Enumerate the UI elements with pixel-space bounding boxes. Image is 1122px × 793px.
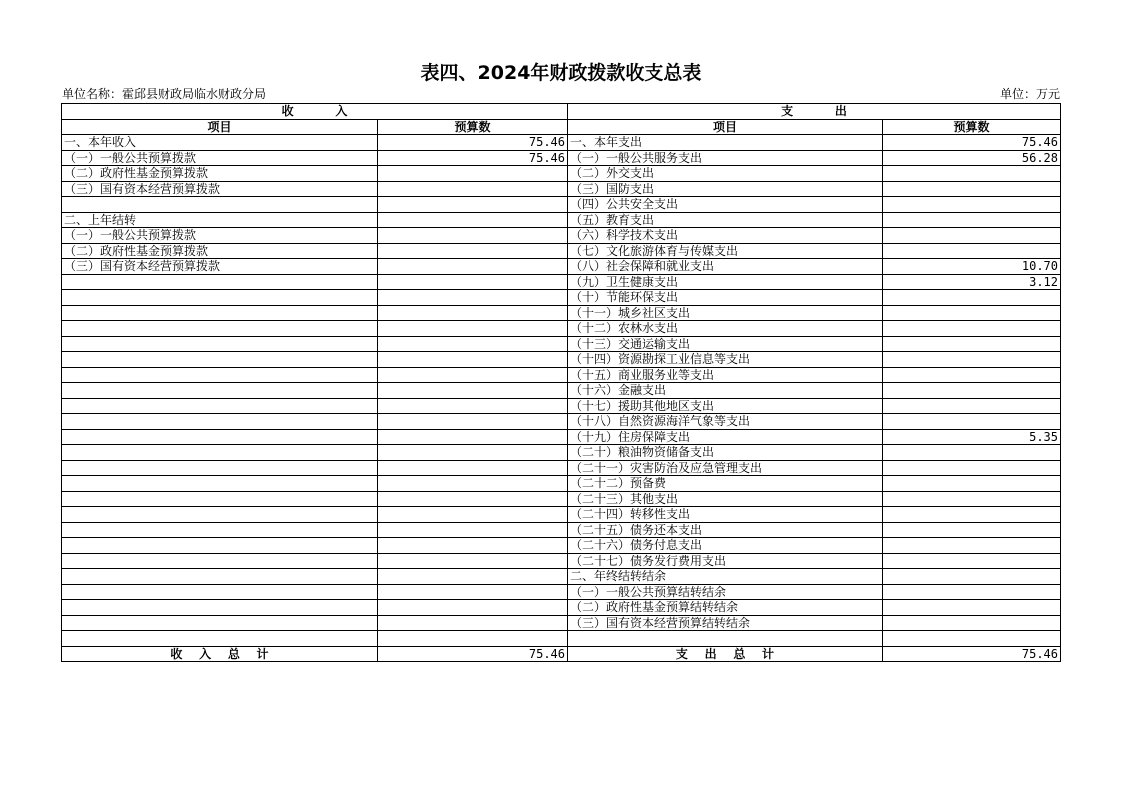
income-value-cell (378, 243, 568, 259)
table-row (62, 181, 1061, 197)
expense-value-cell (883, 522, 1061, 538)
table-row (62, 584, 1061, 600)
expense-value-cell (883, 290, 1061, 306)
table-row (62, 321, 1061, 337)
table-row (62, 150, 1061, 166)
income-value-cell (378, 491, 568, 507)
income-value-cell: 75.46 (378, 150, 568, 166)
table-row (62, 305, 1061, 321)
income-item-cell (62, 600, 378, 616)
expense-section-header: 支 出 (568, 104, 1061, 120)
expense-item-cell: （十）节能环保支出 (568, 290, 883, 306)
expense-value-cell: 10.70 (883, 259, 1061, 275)
expense-value-cell (883, 414, 1061, 430)
income-item-cell (62, 414, 378, 430)
expense-value-cell: 3.12 (883, 274, 1061, 290)
income-value-cell (378, 228, 568, 244)
income-item-cell (62, 336, 378, 352)
income-value-cell (378, 429, 568, 445)
table-row (62, 429, 1061, 445)
expense-item-cell: （二）政府性基金预算结转结余 (568, 600, 883, 616)
income-total-label: 收 入 总 计 (62, 646, 378, 662)
income-value-cell (378, 259, 568, 275)
income-value-cell (378, 414, 568, 430)
expense-item-cell: （十一）城乡社区支出 (568, 305, 883, 321)
expense-value-cell (883, 321, 1061, 337)
expense-item-cell: （一）一般公共预算结转结余 (568, 584, 883, 600)
income-item-cell (62, 615, 378, 631)
income-item-cell (62, 476, 378, 492)
income-item-cell (62, 305, 378, 321)
expense-value-cell (883, 352, 1061, 368)
income-item-cell: （一）一般公共预算拨款 (62, 228, 378, 244)
expense-item-cell (568, 631, 883, 647)
income-value-cell: 75.46 (378, 135, 568, 151)
totals-row (62, 646, 1061, 662)
expense-item-cell: （十八）自然资源海洋气象等支出 (568, 414, 883, 430)
income-value-cell (378, 305, 568, 321)
expense-value-cell (883, 367, 1061, 383)
expense-item-cell: （十三）交通运输支出 (568, 336, 883, 352)
table-row (62, 367, 1061, 383)
table-row (62, 398, 1061, 414)
table-row (62, 615, 1061, 631)
income-item-cell (62, 352, 378, 368)
expense-value-cell (883, 305, 1061, 321)
income-item-cell (62, 507, 378, 523)
income-value-cell (378, 538, 568, 554)
income-item-cell (62, 429, 378, 445)
income-item-cell (62, 367, 378, 383)
income-value-cell (378, 507, 568, 523)
income-value-cell (378, 584, 568, 600)
expense-item-cell: （十七）援助其他地区支出 (568, 398, 883, 414)
income-item-cell (62, 197, 378, 213)
expense-value-cell: 56.28 (883, 150, 1061, 166)
table-row (62, 243, 1061, 259)
unit-name: 单位名称：霍邱县财政局临水财政分局 (62, 87, 267, 101)
expense-value-cell: 75.46 (883, 135, 1061, 151)
table-row (62, 522, 1061, 538)
income-value-cell (378, 631, 568, 647)
income-item-cell: （二）政府性基金预算拨款 (62, 166, 378, 182)
expense-item-cell: （二）外交支出 (568, 166, 883, 182)
expense-value-cell (883, 538, 1061, 554)
income-item-cell: （二）政府性基金预算拨款 (62, 243, 378, 259)
expense-item-cell: （三）国有资本经营预算结转结余 (568, 615, 883, 631)
income-value-cell (378, 336, 568, 352)
income-value-cell (378, 212, 568, 228)
expense-item-cell: （二十）粮油物资储备支出 (568, 445, 883, 461)
income-value-cell (378, 367, 568, 383)
expense-value-cell (883, 600, 1061, 616)
expense-item-cell: （五）教育支出 (568, 212, 883, 228)
expense-item-cell: （十九）住房保障支出 (568, 429, 883, 445)
expense-item-cell: （三）国防支出 (568, 181, 883, 197)
expense-item-header: 项目 (568, 119, 883, 135)
table-row (62, 336, 1061, 352)
income-value-cell (378, 398, 568, 414)
expense-value-cell (883, 445, 1061, 461)
expense-value-cell (883, 383, 1061, 399)
income-item-cell (62, 321, 378, 337)
finance-table (61, 103, 1061, 662)
expense-item-cell: （十五）商业服务业等支出 (568, 367, 883, 383)
income-item-cell (62, 290, 378, 306)
expense-value-cell (883, 553, 1061, 569)
income-item-cell (62, 569, 378, 585)
table-row (62, 631, 1061, 647)
table-row (62, 352, 1061, 368)
expense-value-cell (883, 491, 1061, 507)
income-item-cell: 二、上年结转 (62, 212, 378, 228)
table-row (62, 553, 1061, 569)
expense-value-cell (883, 181, 1061, 197)
income-item-cell (62, 584, 378, 600)
income-item-header: 项目 (62, 119, 378, 135)
income-value-cell (378, 445, 568, 461)
table-row (62, 445, 1061, 461)
income-item-cell (62, 538, 378, 554)
income-value-cell (378, 166, 568, 182)
expense-item-cell: （二十五）债务还本支出 (568, 522, 883, 538)
table-row (62, 383, 1061, 399)
expense-value-cell (883, 197, 1061, 213)
expense-item-cell: （七）文化旅游体育与传媒支出 (568, 243, 883, 259)
expense-value-cell (883, 228, 1061, 244)
income-budget-header: 预算数 (378, 119, 568, 135)
income-value-cell (378, 352, 568, 368)
income-value-cell (378, 290, 568, 306)
table-row (62, 538, 1061, 554)
table-row (62, 197, 1061, 213)
expense-item-cell: （四）公共安全支出 (568, 197, 883, 213)
expense-total-label: 支 出 总 计 (568, 646, 883, 662)
expense-value-cell (883, 212, 1061, 228)
income-value-cell (378, 321, 568, 337)
expense-item-cell: （二十一）灾害防治及应急管理支出 (568, 460, 883, 476)
income-item-cell (62, 445, 378, 461)
table-row (62, 476, 1061, 492)
expense-value-cell (883, 615, 1061, 631)
expense-item-cell: （六）科学技术支出 (568, 228, 883, 244)
expense-value-cell (883, 476, 1061, 492)
income-value-cell (378, 383, 568, 399)
expense-item-cell: 二、年终结转结余 (568, 569, 883, 585)
expense-value-cell (883, 460, 1061, 476)
table-row (62, 460, 1061, 476)
income-item-cell (62, 522, 378, 538)
expense-item-cell: （二十三）其他支出 (568, 491, 883, 507)
table-row (62, 166, 1061, 182)
expense-total-value: 75.46 (883, 646, 1061, 662)
income-value-cell (378, 522, 568, 538)
expense-item-cell: （一）一般公共服务支出 (568, 150, 883, 166)
expense-value-cell: 5.35 (883, 429, 1061, 445)
expense-item-cell: （二十六）债务付息支出 (568, 538, 883, 554)
table-body (62, 135, 1061, 647)
table-row (62, 259, 1061, 275)
income-value-cell (378, 274, 568, 290)
expense-item-cell: （十四）资源勘探工业信息等支出 (568, 352, 883, 368)
table-row (62, 228, 1061, 244)
income-value-cell (378, 197, 568, 213)
income-total-value: 75.46 (378, 646, 568, 662)
table-row (62, 569, 1061, 585)
income-item-cell (62, 398, 378, 414)
expense-item-cell: （二十七）债务发行费用支出 (568, 553, 883, 569)
table-row (62, 290, 1061, 306)
income-value-cell (378, 553, 568, 569)
income-value-cell (378, 460, 568, 476)
income-value-cell (378, 615, 568, 631)
table-row (62, 491, 1061, 507)
expense-item-cell: （二十四）转移性支出 (568, 507, 883, 523)
income-value-cell (378, 569, 568, 585)
table-row (62, 414, 1061, 430)
expense-item-cell: （十六）金融支出 (568, 383, 883, 399)
expense-item-cell: 一、本年支出 (568, 135, 883, 151)
income-value-cell (378, 600, 568, 616)
expense-value-cell (883, 569, 1061, 585)
expense-budget-header: 预算数 (883, 119, 1061, 135)
expense-item-cell: （二十二）预备费 (568, 476, 883, 492)
expense-value-cell (883, 507, 1061, 523)
expense-value-cell (883, 584, 1061, 600)
table-row (62, 135, 1061, 151)
expense-item-cell: （九）卫生健康支出 (568, 274, 883, 290)
income-item-cell: 一、本年收入 (62, 135, 378, 151)
expense-value-cell (883, 336, 1061, 352)
income-section-header: 收 入 (62, 104, 568, 120)
income-item-cell: （一）一般公共预算拨款 (62, 150, 378, 166)
expense-value-cell (883, 243, 1061, 259)
expense-value-cell (883, 166, 1061, 182)
expense-item-cell: （十二）农林水支出 (568, 321, 883, 337)
income-item-cell (62, 491, 378, 507)
page-title: 表四、2024年财政拨款收支总表 (420, 62, 702, 84)
expense-item-cell: （八）社会保障和就业支出 (568, 259, 883, 275)
expense-value-cell (883, 398, 1061, 414)
income-item-cell (62, 460, 378, 476)
income-item-cell: （三）国有资本经营预算拨款 (62, 259, 378, 275)
unit-label: 单位：万元 (999, 87, 1060, 101)
income-value-cell (378, 181, 568, 197)
table-row (62, 507, 1061, 523)
expense-value-cell (883, 631, 1061, 647)
income-item-cell: （三）国有资本经营预算拨款 (62, 181, 378, 197)
income-item-cell (62, 274, 378, 290)
income-item-cell (62, 383, 378, 399)
table-row (62, 600, 1061, 616)
income-value-cell (378, 476, 568, 492)
table-row (62, 274, 1061, 290)
income-item-cell (62, 553, 378, 569)
table-row (62, 212, 1061, 228)
income-item-cell (62, 631, 378, 647)
